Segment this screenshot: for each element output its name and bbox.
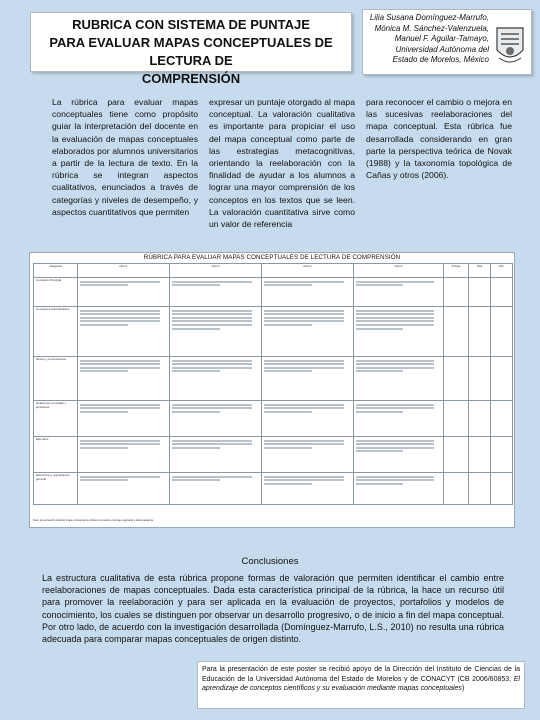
descriptor-text-line [80,310,160,312]
descriptor-text-line [80,476,160,478]
descriptor-text-line [80,411,128,413]
score-cell [444,278,469,307]
descriptor-text-line [80,324,128,326]
level-descriptor-cell [78,307,170,357]
descriptor-text-line [172,328,220,330]
table-row [34,437,513,473]
affiliation-line: Estado de Morelos, México [392,55,489,64]
descriptor-text-line [172,310,252,312]
descriptor-text-line [264,363,344,365]
level-descriptor-cell [262,473,354,505]
descriptor-text-line [264,447,312,449]
level-descriptor-cell [354,437,444,473]
descriptor-text-line [172,313,252,315]
header-cell: Nivel 2 [170,264,262,278]
rubric-footnote: Nota: la puntuación total del mapa conceptual se obtiene sumando el puntaje asignado a cada categoría. [33,519,154,522]
rubric-table-title: RÚBRICA PARA EVALUAR MAPAS CONCEPTUALES DE LECTURA DE COMPRENSIÓN [143,254,401,261]
criterion-cell: Conceptos subordinados [34,307,78,357]
level-descriptor-cell [170,307,262,357]
score-cell [469,357,491,401]
acknowledgment-project-title: El aprendizaje de conceptos científicos y su evaluación mediante mapas conceptuales [202,675,520,693]
descriptor-text-line [356,360,434,362]
descriptor-text-line [356,404,434,406]
score-cell [469,278,491,307]
descriptor-text-line [172,447,220,449]
descriptor-text-line [356,450,403,452]
table-row [34,278,513,307]
author-line: Lilia Susana Domínguez-Marrufo, [369,13,489,22]
title-line-2: PARA EVALUAR MAPAS CONCEPTUALES DE LECTURA DE [49,35,333,68]
descriptor-text-line [264,320,344,322]
descriptor-text-line [356,284,403,286]
descriptor-text-line [80,443,160,445]
score-cell [444,401,469,437]
author-line: Manuel F. Aguilar-Tamayo, [394,34,489,43]
score-cell [469,401,491,437]
score-cell [491,437,513,473]
descriptor-text-line [80,281,160,283]
descriptor-text-line [172,370,220,372]
level-descriptor-cell [354,357,444,401]
title-line-1: RUBRICA CON SISTEMA DE PUNTAJE [72,17,310,32]
affiliation-line: Universidad Autónoma del [395,44,489,54]
level-descriptor-cell [78,357,170,401]
conclusions-title: Conclusiones [241,556,299,567]
descriptor-text-line [172,367,252,369]
descriptor-text-line [172,411,220,413]
descriptor-text-line [172,476,252,478]
descriptor-text-line [356,483,403,485]
descriptor-text-line [356,370,403,372]
descriptor-text-line [264,476,344,478]
rubric-header-row [34,264,513,278]
score-cell [469,307,491,357]
intro-column-3: para reconocer el cambio o mejora en las sucesivas reelaboraciones del mapa conceptual. Esta rúbrica fue desarrollada considerando en gran parte la perspectiva teórica de Novak (1988) y la taxonomía topológica de Cañas y otros (2006). [366,97,512,181]
header-cell: Nivel 3 [262,264,354,278]
descriptor-text-line [172,281,252,283]
level-descriptor-cell [78,278,170,307]
descriptor-text-line [264,313,344,315]
descriptor-text-line [356,363,434,365]
header-cell: Obs. [491,264,513,278]
descriptor-text-line [80,404,160,406]
score-cell [444,357,469,401]
descriptor-text-line [80,370,128,372]
descriptor-text-line [172,320,252,322]
descriptor-text-line [172,324,252,326]
descriptor-text-line [264,479,344,481]
title-box [30,12,352,86]
score-cell [444,473,469,505]
level-descriptor-cell [354,307,444,357]
descriptor-text-line [264,440,344,442]
descriptor-text-line [356,367,434,369]
header-cell: Nivel 4 [354,264,444,278]
level-descriptor-cell [170,278,262,307]
authors-box [362,9,532,75]
table-row [34,307,513,357]
descriptor-text-line [264,370,312,372]
level-descriptor-cell [354,401,444,437]
descriptor-text-line [356,447,434,449]
descriptor-text-line [172,284,220,286]
criterion-cell: Estructura y organización general [34,473,78,505]
score-cell [491,357,513,401]
descriptor-text-line [172,407,252,409]
descriptor-text-line [172,404,252,406]
descriptor-text-line [264,407,344,409]
level-descriptor-cell [170,357,262,401]
descriptor-text-line [80,367,160,369]
criterion-cell: Relaciones cruzadas y jerarquías [34,401,78,437]
level-descriptor-cell [78,473,170,505]
rubric-table-panel [29,252,515,528]
score-cell [491,473,513,505]
descriptor-text-line [356,317,434,319]
title-line-3: COMPRENSIÓN [141,71,241,86]
descriptor-text-line [264,404,344,406]
descriptor-text-line [356,443,434,445]
header-cell: Puntaje [444,264,469,278]
header-cell: Nivel 1 [78,264,170,278]
table-row [34,401,513,437]
criterion-cell: Nexos y proposiciones [34,357,78,401]
descriptor-text-line [356,320,434,322]
criterion-cell: Concepto Principal [34,278,78,307]
header-cell: Total [469,264,491,278]
level-descriptor-cell [170,401,262,437]
descriptor-text-line [356,324,434,326]
score-cell [444,437,469,473]
descriptor-text-line [264,360,344,362]
level-descriptor-cell [170,437,262,473]
rubric-table [33,263,513,505]
descriptor-text-line [172,360,252,362]
level-descriptor-cell [78,437,170,473]
descriptor-text-line [356,310,434,312]
score-cell [469,473,491,505]
descriptor-text-line [80,447,128,449]
descriptor-text-line [80,320,160,322]
descriptor-text-line [264,411,312,413]
rubric-table-body [34,278,513,505]
score-cell [491,278,513,307]
descriptor-text-line [80,313,160,315]
score-cell [491,307,513,357]
score-cell [444,307,469,357]
level-descriptor-cell [262,401,354,437]
descriptor-text-line [172,363,252,365]
level-descriptor-cell [78,401,170,437]
criterion-cell: Ejemplos [34,437,78,473]
descriptor-text-line [80,363,160,365]
descriptor-text-line [356,476,434,478]
university-seal-icon [493,24,527,68]
level-descriptor-cell [262,278,354,307]
descriptor-text-line [80,360,160,362]
level-descriptor-cell [262,307,354,357]
descriptor-text-line [356,411,403,413]
acknowledgment-text: Para la presentación de este poster se recibió apoyo de la Dirección del Instituto de Ciencias de la Educación de la Universidad Autónoma del Estado de Morelos y de CONACYT (CB 2006/60853, [202,666,520,683]
header-cell: Categorías [34,264,78,278]
level-descriptor-cell [170,473,262,505]
descriptor-text-line [356,281,434,283]
level-descriptor-cell [262,357,354,401]
descriptor-text-line [80,440,160,442]
conclusions-body: La estructura cualitativa de esta rúbrica propone formas de valoración que permiten identificar el cambio entre reelaboraciones de mapas conceptuales. Dada esta característica principal de la rúbrica, la hace un recurso útil para promover la reelaboración y para ser aplicada en la evaluación de proyectos, portafolios y modelos de conocimiento, los cuales se distinguen por observar un desarrollo progresivo, o de inicio a fin del mapa conceptual. Por otro lado, de acuerdo con la investigación desarrollada (Domínguez-Marrufo, L.S., 2010) no resulta una rúbrica adecuada para comparar mapas conceptuales de origen distinto. [42,573,504,645]
table-row [34,357,513,401]
descriptor-text-line [264,367,344,369]
descriptor-text-line [356,407,434,409]
acknowledgment-box [197,661,525,709]
descriptor-text-line [80,407,160,409]
descriptor-text-line [356,440,434,442]
descriptor-text-line [356,313,434,315]
descriptor-text-line [172,479,220,481]
author-line: Mónica M. Sánchez-Valenzuela, [374,23,489,33]
intro-column-1: La rúbrica para evaluar mapas conceptuales tiene como propósito guiar la interpretación del docente en la evaluación de mapas conceptuales elaborados por alumnos universitarios a partir de la lectura de texto. En la rúbrica se integran aspectos cualitativos, enunciados a través de categorías y niveles de desempeño, y aspectos cuantitativos que permiten [52,97,198,217]
descriptor-text-line [264,443,344,445]
descriptor-text-line [172,440,252,442]
descriptor-text-line [264,483,312,485]
descriptor-text-line [356,479,434,481]
descriptor-text-line [172,317,252,319]
level-descriptor-cell [354,278,444,307]
score-cell [491,401,513,437]
descriptor-text-line [80,317,160,319]
descriptor-text-line [356,328,403,330]
acknowledgment-tail: ) [461,685,465,693]
descriptor-text-line [264,317,344,319]
authors-list [367,13,489,66]
score-cell [469,437,491,473]
descriptor-text-line [264,324,312,326]
level-descriptor-cell [262,437,354,473]
descriptor-text-line [80,479,128,481]
descriptor-text-line [264,281,344,283]
table-row [34,473,513,505]
descriptor-text-line [172,443,252,445]
descriptor-text-line [264,284,312,286]
descriptor-text-line [264,310,344,312]
descriptor-text-line [80,284,128,286]
intro-column-2: expresar un puntaje otorgado al mapa conceptual. La valoración cualitativa es importante para propiciar el uso del mapa conceptual como parte de las estrategias metacognitivas, orientando la reelaboración con la finalidad de ayudar a los alumnos a lograr una mayor comprensión de los conceptos en los textos que se leen. La valoración cuantitativa sirve como un valor de referencia [209,97,355,230]
level-descriptor-cell [354,473,444,505]
